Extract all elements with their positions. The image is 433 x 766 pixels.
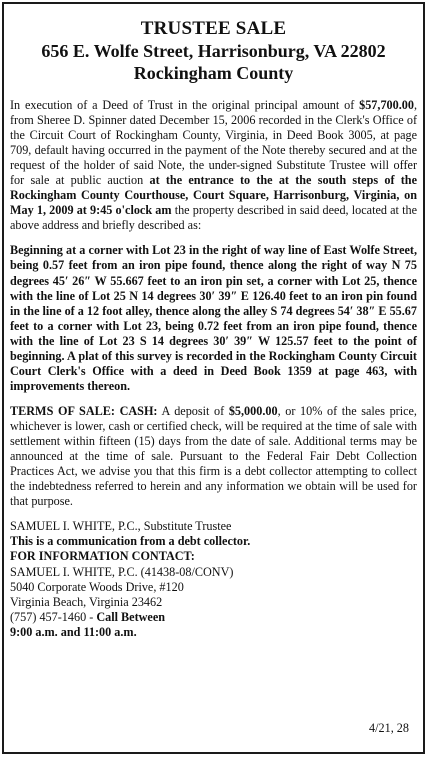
deposit-amount: $5,000.00 [228, 403, 278, 418]
terms-label: TERMS OF SALE: CASH: [10, 403, 158, 418]
phone-number: (757) 457-1460 - [10, 609, 97, 624]
notice-header [10, 18, 417, 84]
debt-collector-notice: This is a communication from a debt collector. [10, 534, 251, 549]
execution-text-2: , from Sheree D. Spinner dated December 15, 2006 recorded in the Clerk's Office of the Circuit Court of Rockingham County, Virginia, in Deed Book 3005, at page 709, default having occurred in the payment of the Note thereby secured and at the request of the holder of said Note, the under-signed Substitute Trustee will offer for sale at public auction [10, 98, 417, 188]
property-address: 656 E. Wolfe Street, Harrisonburg, VA 22802 [41, 41, 386, 61]
call-hours: 9:00 a.m. and 11:00 a.m. [10, 624, 137, 639]
trustee-line: SAMUEL I. WHITE, P.C., Substitute Trustee [10, 519, 232, 534]
street-address: 5040 Corporate Woods Drive, #120 [10, 579, 184, 594]
notice-body [10, 98, 417, 509]
county-name: Rockingham County [133, 63, 294, 83]
firm-line: SAMUEL I. WHITE, P.C. (41438-08/CONV) [10, 564, 234, 579]
sale-location-time: at the entrance to the at the south steps of the Rockingham County Courthouse, Court Square, Harrisonburg, Virginia, on May 1, 2009 at 9:45 o'clock am [10, 173, 417, 218]
property-description: Beginning at a corner with Lot 23 in the right of way line of East Wolfe Street, being 0.57 feet from an iron pipe found, thence along the right of way N 75 degrees 45′ 26″ W 55.667 feet to an iron pin set, a corner with Lot 25, thence with the line of Lot 25 N 14 degrees 30′ 39″ E 126.40 feet to an iron pin found in the line of a 12 foot alley, thence along the alley S 74 degrees 54′ 38″ E 55.67 feet to a corner with Lot 23, being 0.72 feet from an iron pipe found, thence with the line of Lot 23 S 14 degrees 30′ 39″ W 125.57 feet to the point of beginning. A plat of this survey is recorded in the Rockingham County Circuit Court Clerk's Office with a deed in Deed Book 1359 at page 463, with improvements thereon. [10, 243, 417, 393]
terms-paragraph [10, 404, 417, 509]
call-between: Call Between [96, 609, 166, 624]
terms-text-2: , or 10% of the sales price, whichever is lower, cash or certified check, will be required at the time of sale with settlement within fifteen (15) days from the date of sale. Additional terms may be announced at the time of sale. Pursuant to the Federal Fair Debt Collection Practices Act, we advise you that this firm is a debt collector attempting to collect the indebtedness referred to herein and any information we obtain will be used for that purpose. [10, 403, 417, 509]
execution-paragraph [10, 98, 417, 233]
publication-dates: 4/21, 28 [369, 721, 409, 735]
legal-notice [2, 2, 425, 754]
terms-text-1: A deposit of [157, 403, 229, 418]
notice-title: TRUSTEE SALE [140, 18, 287, 39]
execution-text-1: In execution of a Deed of Trust in the original principal amount of [10, 98, 360, 112]
city-state-zip: Virginia Beach, Virginia 23462 [10, 594, 163, 609]
info-heading: FOR INFORMATION CONTACT: [10, 549, 195, 564]
phone-line [10, 610, 417, 625]
contact-block [10, 519, 417, 640]
execution-text-3: the property described in said deed, located at the above address and briefly described as: [10, 203, 417, 233]
principal-amount: $57,700.00 [359, 98, 414, 112]
